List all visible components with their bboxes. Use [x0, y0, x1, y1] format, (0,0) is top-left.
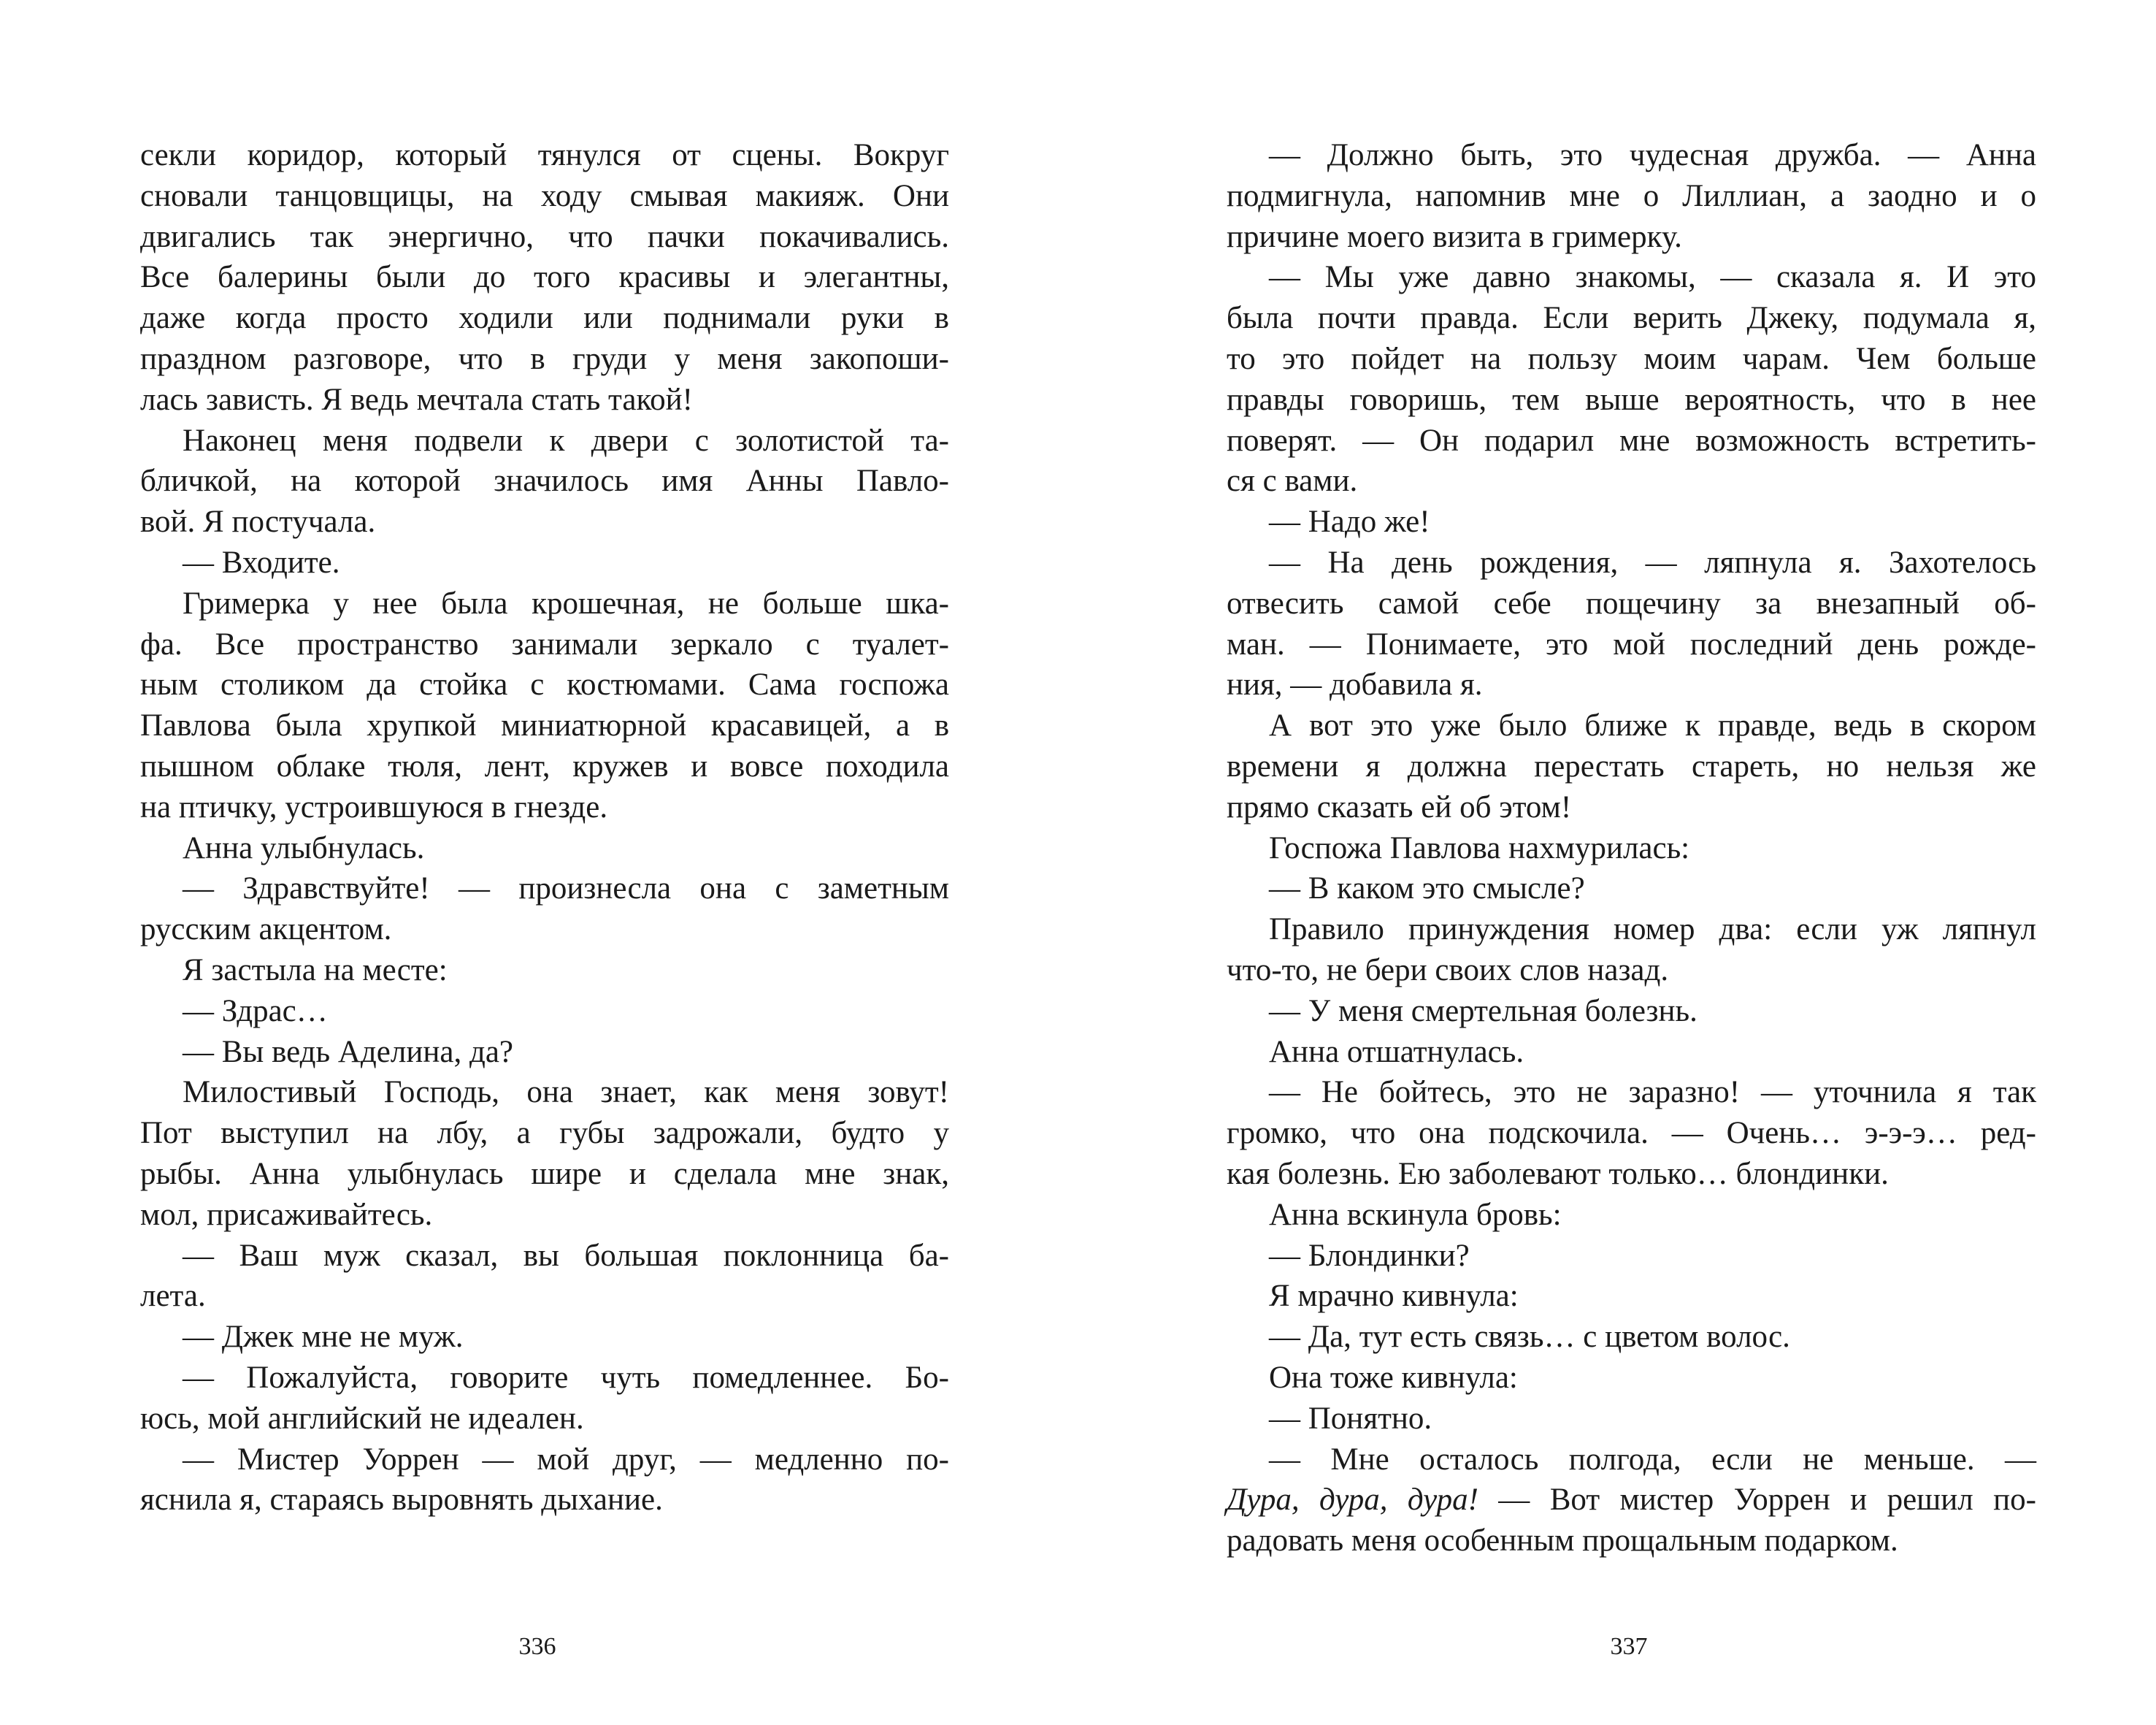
text-line: бличкой, на которой значилось имя Анны Павло- [140, 464, 949, 499]
text-line: прямо сказать ей об этом! [1227, 789, 1572, 825]
text-line: яснила я, стараясь выровнять дыхание. [140, 1483, 663, 1518]
text-line: лета. [140, 1279, 206, 1314]
text-line: Павлова была хрупкой миниатюрной красавицей, а в [140, 708, 949, 743]
text-line: русским акцентом. [140, 912, 392, 947]
text-line: пышном облаке тюля, лент, кружев и вовсе походила [140, 749, 949, 784]
text-line: — Вы ведь Аделина, да? [183, 1034, 514, 1069]
text-line: — Блондинки? [1269, 1238, 1470, 1273]
text-line: секли коридор, который тянулся от сцены. Вокруг [140, 138, 949, 172]
text-line: — Да, тут есть связь… с цветом волос. [1269, 1320, 1790, 1355]
text-line: ман. — Понимаете, это мой последний день рожде- [1227, 627, 2036, 662]
text-line: — Мы уже давно знакомы, — сказала я. И это [1269, 260, 2036, 295]
text-line: — Ваш муж сказал, вы большая поклонница ба- [183, 1238, 949, 1273]
line-text: — Вот мистер Уоррен и решил по- [1478, 1483, 2036, 1518]
text-line: — Здравствуйте! — произнесла она с заметным [183, 871, 949, 906]
text-line: — Здрас… [183, 993, 328, 1028]
text-line: — Должно быть, это чудесная дружба. — Анна [1269, 138, 2036, 172]
text-line: Милостивый Господь, она знает, как меня зовут! [183, 1075, 949, 1110]
text-line: лась зависть. Я ведь мечтала стать такой! [140, 382, 693, 417]
text-line: — Надо же! [1269, 505, 1430, 540]
left-page-number: 336 [518, 1633, 556, 1660]
text-line: — Входите. [183, 545, 340, 580]
text-line: Гримерка у нее была крошечная, не больше шка- [183, 586, 949, 621]
text-line: А вот это уже было ближе к правде, ведь в скором [1269, 708, 2036, 743]
text-line: на птичку, устроившуюся в гнезде. [140, 789, 608, 825]
text-line: радовать меня особенным прощальным подарком. [1227, 1523, 1898, 1558]
text-line: Анна вскинула бровь: [1269, 1197, 1562, 1232]
text-line: отвесить самой себе пощечину за внезапный об- [1227, 586, 2036, 621]
text-line: Все балерины были до того красивы и элегантны, [140, 260, 949, 295]
text-line: Пот выступил на лбу, а губы задрожали, будто у [140, 1116, 949, 1151]
text-line: кая болезнь. Ею заболевают только… блондинки. [1227, 1156, 1889, 1191]
text-line: — Мне осталось полгода, если не меньше. — [1269, 1442, 2036, 1477]
text-line: вой. Я постучала. [140, 505, 376, 540]
text-line: — Джек мне не муж. [183, 1320, 464, 1355]
text-line: — На день рождения, — ляпнула я. Захотелось [1269, 545, 2036, 580]
text-line: Я мрачно кивнула: [1269, 1279, 1519, 1314]
text-line: Анна улыбнулась. [183, 830, 425, 865]
right-page-text [1227, 135, 2036, 1561]
text-line: поверят. — Он подарил мне возможность встретить- [1227, 423, 2036, 458]
text-line: что-то, не бери своих слов назад. [1227, 952, 1669, 987]
text-line: — У меня смертельная болезнь. [1269, 993, 1697, 1028]
text-line: правды говоришь, тем выше вероятность, что в нее [1227, 382, 2036, 417]
text-line: рыбы. Анна улыбнулась шире и сделала мне знак, [140, 1156, 949, 1191]
text-line: громко, что она подскочила. — Очень… э-э-э… ред- [1227, 1116, 2036, 1151]
text-line: Анна отшатнулась. [1269, 1034, 1524, 1069]
text-line: ным столиком да стойка с костюмами. Сама госпожа [140, 668, 949, 703]
text-line: двигались так энергично, что пачки покачивались. [140, 219, 949, 254]
text-line: — Понятно. [1269, 1401, 1432, 1436]
text-line: Правило принуждения номер два: если уж ляпнул [1269, 912, 2036, 947]
text-line: праздном разговоре, что в груди у меня закопоши- [140, 341, 949, 376]
text-line: Наконец меня подвели к двери с золотистой та- [183, 423, 949, 458]
left-page-text [140, 135, 949, 1521]
text-line: — Не бойтесь, это не заразно! — уточнила я так [1269, 1075, 2036, 1110]
right-page [1078, 0, 2156, 1725]
text-line: времени я должна перестать стареть, но нельзя же [1227, 749, 2036, 784]
text-line: фа. Все пространство занимали зеркало с туалет- [140, 627, 949, 662]
italic-phrase: Дура, дура, дура! [1227, 1483, 1478, 1518]
text-line: сновали танцовщицы, на ходу смывая макияж. Они [140, 178, 949, 213]
text-line: юсь, мой английский не идеален. [140, 1401, 584, 1436]
text-line: Госпожа Павлова нахмурилась: [1269, 830, 1690, 865]
text-line: Я застыла на месте: [183, 952, 448, 987]
text-line [1227, 1480, 2036, 1521]
text-line: — Мистер Уоррен — мой друг, — медленно по- [183, 1442, 949, 1477]
text-line: ния, — добавила я. [1227, 668, 1483, 703]
right-page-number: 337 [1610, 1633, 1648, 1660]
text-line: подмигнула, напомнив мне о Лиллиан, а заодно и о [1227, 178, 2036, 213]
text-line: Она тоже кивнула: [1269, 1360, 1518, 1395]
text-line: причине моего визита в гримерку. [1227, 219, 1682, 254]
text-line: — В каком это смысле? [1269, 871, 1585, 906]
text-line: мол, присаживайтесь. [140, 1197, 433, 1232]
text-line: даже когда просто ходили или поднимали руки в [140, 301, 949, 336]
text-line: ся с вами. [1227, 464, 1358, 499]
text-line: — Пожалуйста, говорите чуть помедленнее. Бо- [183, 1360, 949, 1395]
text-line: то это пойдет на пользу моим чарам. Чем больше [1227, 341, 2036, 376]
text-line: была почти правда. Если верить Джеку, подумала я, [1227, 301, 2036, 336]
